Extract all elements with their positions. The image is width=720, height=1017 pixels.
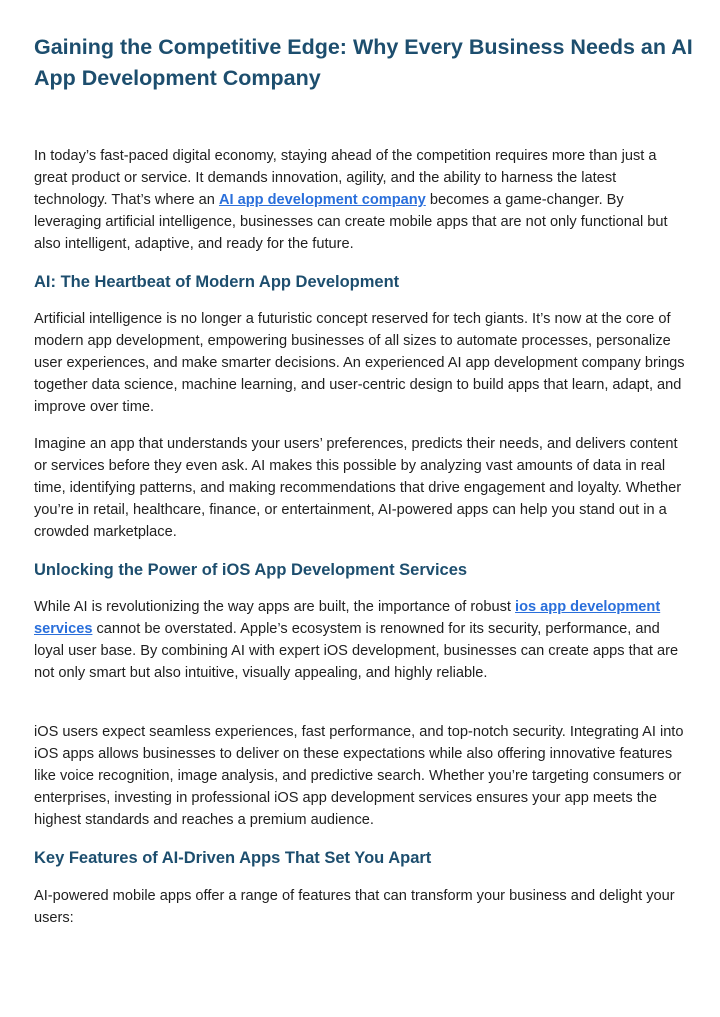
- intro-text-after: becomes a game-changer. By leveraging artificial intelligence, businesses can create mobile apps that are not only functional but also intelligent, adaptive, and ready for the future.: [34, 192, 668, 252]
- intro-paragraph: [34, 145, 690, 255]
- section-heading-key-features: Key Features of AI-Driven Apps That Set You Apart: [34, 849, 432, 867]
- page-title: Gaining the Competitive Edge: Why Every Business Needs an AI App Development Company: [34, 35, 693, 90]
- ai-app-development-company-link[interactable]: AI app development company: [218, 192, 426, 208]
- section-heading-ai-heartbeat: AI: The Heartbeat of Modern App Development: [34, 273, 400, 291]
- section2-paragraph-1: [34, 596, 690, 684]
- ios-app-development-services-link[interactable]: ios app development services: [34, 599, 661, 637]
- section2-text-after: cannot be overstated. Apple’s ecosystem is renowned for its security, performance, and loyal user base. By combining AI with expert iOS development, businesses can create apps that are not only smart but also intuitive, visually appealing, and highly reliable.: [34, 621, 679, 681]
- intro-text-before: In today’s fast-paced digital economy, staying ahead of the competition requires more than just a great product or service. It demands innovation, agility, and the ability to harness the latest technology. That’s where an: [34, 148, 657, 208]
- section3-paragraph-1: AI-powered mobile apps offer a range of features that can transform your business and delight your users:: [34, 888, 675, 926]
- section1-paragraph-1: Artificial intelligence is no longer a futuristic concept reserved for tech giants. It’s now at the core of modern app development, empowering businesses of all sizes to automate processes, personalize user experiences, and make smarter decisions. An experienced AI app development company brings together data science, machine learning, and user-centric design to build apps that learn, adapt, and improve over time.: [34, 311, 685, 415]
- section2-text-before: While AI is revolutionizing the way apps are built, the importance of robust: [34, 599, 516, 615]
- section2-paragraph-2: iOS users expect seamless experiences, fast performance, and top-notch security. Integrating AI into iOS apps allows businesses to deliver on these expectations while also offering innovative features like voice recognition, image analysis, and predictive search. Whether you’re targeting consumers or enterprises, investing in professional iOS app development services ensures your app meets the highest standards and reaches a premium audience.: [34, 724, 684, 828]
- section1-paragraph-2: Imagine an app that understands your users’ preferences, predicts their needs, and delivers content or services before they even ask. AI makes this possible by analyzing vast amounts of data in real time, identifying patterns, and making recommendations that drive engagement and loyalty. Whether you’re in retail, healthcare, finance, or entertainment, AI-powered apps can help you stand out in a crowded marketplace.: [34, 436, 682, 540]
- section-heading-ios-services: Unlocking the Power of iOS App Development Services: [34, 561, 468, 579]
